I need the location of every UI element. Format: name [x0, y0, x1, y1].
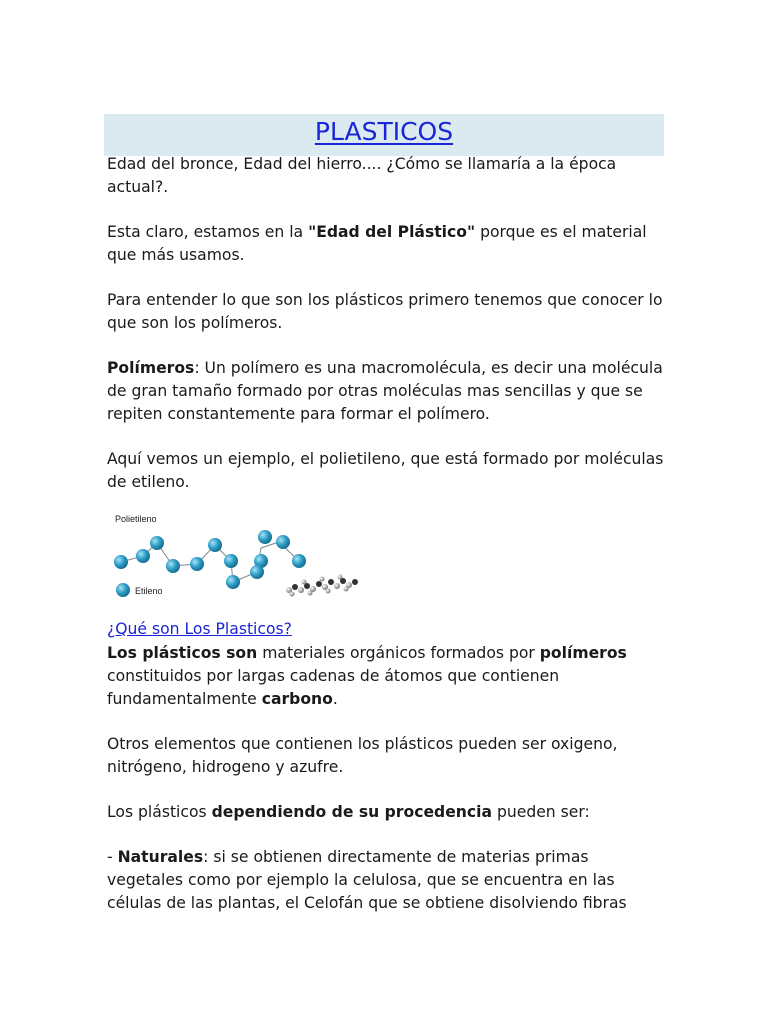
- paragraph-natural-plastics: [107, 846, 667, 915]
- text: porque es el material que más usamos.: [107, 223, 647, 264]
- text: -: [107, 848, 118, 866]
- carbon-atom-icon: [190, 557, 204, 571]
- polyethylene-chain-model-icon: [286, 575, 358, 597]
- article-body: [107, 153, 667, 937]
- bold-text: Los plásticos son: [107, 644, 258, 662]
- polyethylene-figure: [107, 508, 365, 604]
- paragraph-age-of-plastic: [107, 221, 667, 267]
- text: : Un polímero es una macromolécula, es decir una molécula de gran tamaño formado por otras moléculas mas sencillas y que se repiten constantemente para formar el polímero.: [107, 359, 663, 423]
- ethylene-label: Etileno: [135, 586, 163, 596]
- text: pueden ser:: [491, 803, 590, 821]
- paragraph-other-elements: Otros elementos que contienen los plásticos pueden ser oxigeno, nitrógeno, hidrogeno y azufre.: [107, 735, 618, 776]
- paragraph-polymer-definition: [107, 357, 667, 426]
- carbon-atom-icon: [136, 549, 150, 563]
- page-title-link[interactable]: PLASTICOS: [314, 117, 454, 146]
- paragraph-example: Aquí vemos un ejemplo, el polietileno, que está formado por moléculas de etileno.: [107, 450, 664, 491]
- paragraph-polymers-intro: Para entender lo que son los plásticos primero tenemos que conocer lo que son los polímeros.: [107, 291, 663, 332]
- carbon-atom-icon: [224, 554, 238, 568]
- carbon-atom-icon: [208, 538, 222, 552]
- text: .: [332, 690, 338, 708]
- bold-text: Naturales: [117, 848, 204, 866]
- text: Esta claro, estamos en la: [107, 223, 309, 241]
- ethylene-atom-icon: [116, 583, 130, 597]
- bold-text: carbono: [261, 690, 333, 708]
- carbon-atom-icon: [150, 536, 164, 550]
- paragraph-intro: Edad del bronce, Edad del hierro.... ¿Cómo se llamaría a la época actual?.: [107, 155, 617, 196]
- paragraph-origin: [107, 801, 667, 824]
- carbon-atom-icon: [292, 554, 306, 568]
- bold-text: dependiendo de su procedencia: [211, 803, 492, 821]
- carbon-atom-icon: [258, 530, 272, 544]
- chain-atoms: [114, 530, 306, 589]
- carbon-atom-icon: [166, 559, 180, 573]
- bold-text: Polímeros: [107, 359, 195, 377]
- text: Los plásticos: [107, 803, 212, 821]
- text: materiales orgánicos formados por: [257, 644, 540, 662]
- title-banner: [104, 114, 664, 156]
- text: : si se obtienen directamente de materias primas vegetales como por ejemplo la celulosa, que se encuentra en las células de las plantas, el Celofán que se obtiene disolviendo fibras: [107, 848, 627, 912]
- polyethylene-label: Polietileno: [115, 514, 157, 524]
- carbon-atom-icon: [226, 575, 240, 589]
- carbon-atom-icon: [276, 535, 290, 549]
- carbon-atom-icon: [114, 555, 128, 569]
- carbon-atom-icon: [250, 565, 264, 579]
- paragraph-plastics-definition: [107, 642, 667, 711]
- section-link-what-are-plastics[interactable]: ¿Qué son Los Plasticos?: [107, 620, 292, 638]
- bold-text: "Edad del Plástico": [308, 223, 476, 241]
- polyethylene-diagram: [107, 508, 365, 604]
- bold-text: polímeros: [539, 644, 627, 662]
- text: constituidos por largas cadenas de átomos que contienen fundamentalmente: [107, 667, 560, 708]
